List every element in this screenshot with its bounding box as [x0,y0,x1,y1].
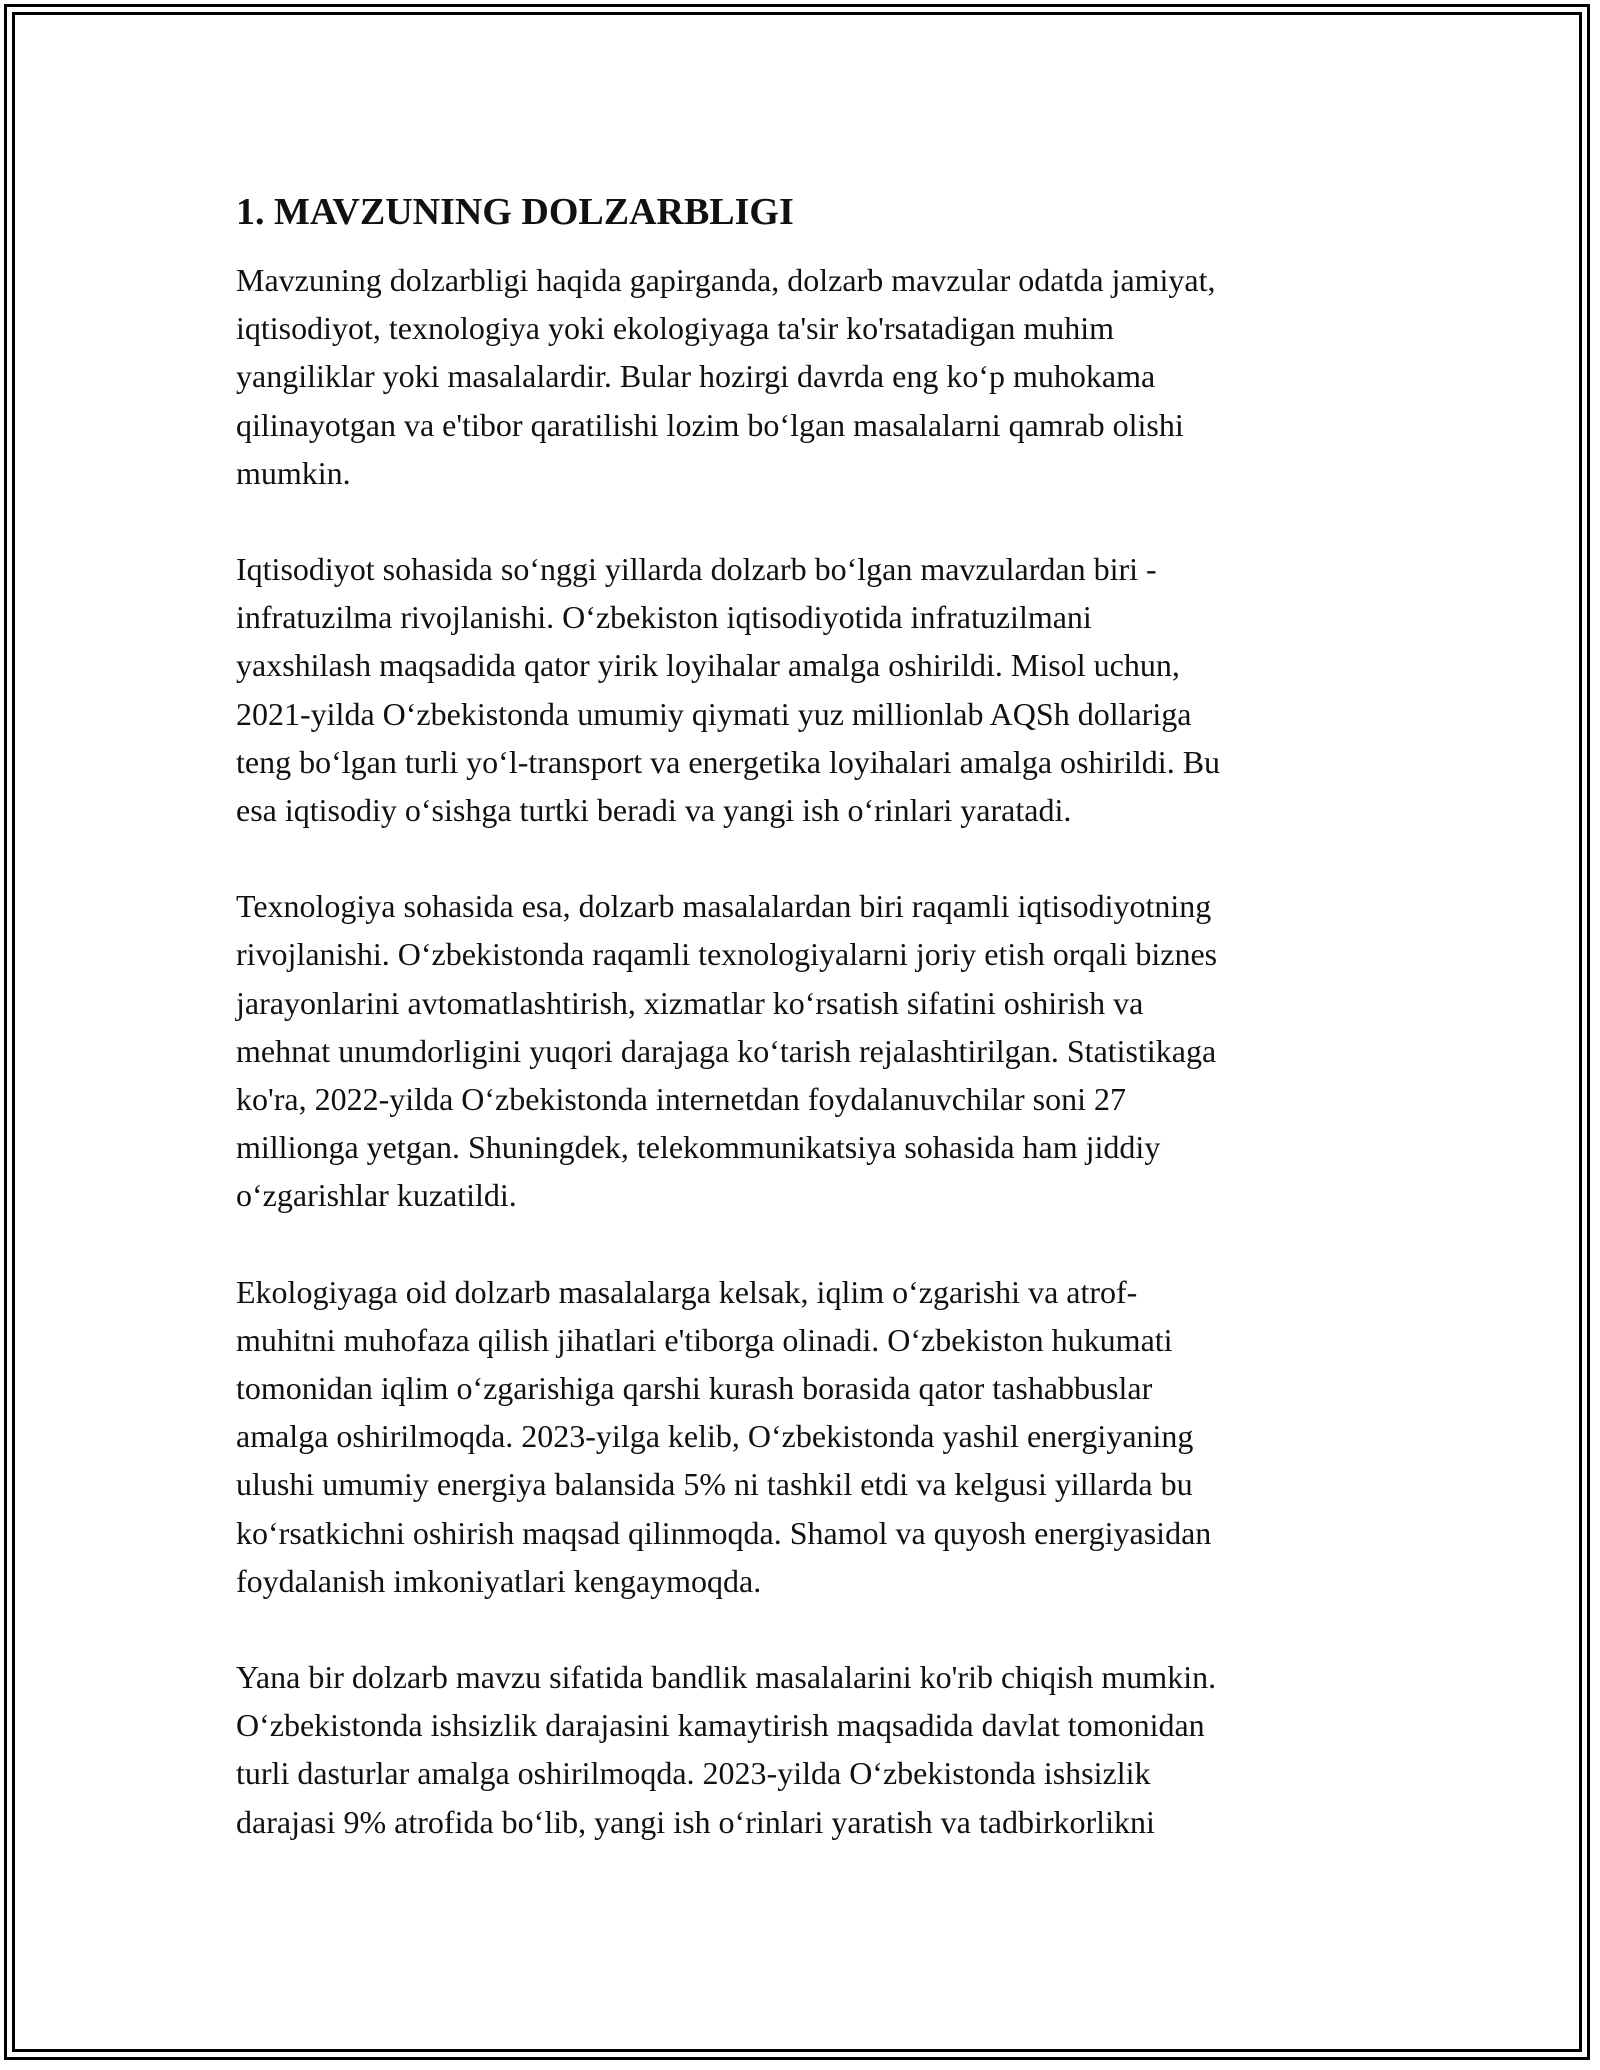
paragraph-line: teng boʻlgan turli yoʻl-transport va energetika loyihalari amalga oshirildi. Bu [236,743,1221,780]
paragraph-line: Yana bir dolzarb mavzu sifatida bandlik masalalarini ko'rib chiqish mumkin. [236,1659,1217,1696]
paragraph-line: yaxshilash maqsadida qator yirik loyihalar amalga oshirildi. Misol uchun, [236,647,1180,684]
paragraph-line: 2021-yilda Oʻzbekistonda umumiy qiymati yuz millionlab AQSh dollariga [236,695,1192,732]
paragraph-line: mehnat unumdorligini yuqori darajaga koʻtarish rejalashtirilgan. Statistikaga [236,1032,1217,1069]
paragraph-line: mumkin. [236,454,351,491]
paragraph-line: darajasi 9% atrofida boʻlib, yangi ish oʻrinlari yaratish va tadbirkorlikni [236,1803,1155,1840]
paragraph-line: turli dasturlar amalga oshirilmoqda. 2023-yilda Oʻzbekistonda ishsizlik [236,1755,1151,1792]
paragraph-line: ko'ra, 2022-yilda Oʻzbekistonda internetdan foydalanuvchilar soni 27 [236,1081,1126,1118]
paragraph-line: yangiliklar yoki masalalardir. Bular hozirgi davrda eng koʻp muhokama [236,358,1156,395]
paragraph [236,882,1376,1219]
paragraph [236,256,1376,497]
paragraph-line: Ekologiyaga oid dolzarb masalalarga kelsak, iqlim oʻzgarishi va atrof- [236,1273,1138,1310]
paragraph-line: foydalanish imkoniyatlari kengaymoqda. [236,1562,762,1599]
paragraph-line: muhitni muhofaza qilish jihatlari e'tiborga olinadi. Oʻzbekiston hukumati [236,1321,1173,1358]
paragraph-line: rivojlanishi. Oʻzbekistonda raqamli texnologiyalarni joriy etish orqali biznes [236,936,1218,973]
paragraph-line: infratuzilma rivojlanishi. Oʻzbekiston iqtisodiyotida infratuzilmani [236,599,1092,636]
paragraph-line: Mavzuning dolzarbligi haqida gapirganda, dolzarb mavzular odatda jamiyat, [236,262,1216,298]
document-body [236,186,1376,1894]
paragraph-line: esa iqtisodiy oʻsishga turtki beradi va yangi ish oʻrinlari yaratadi. [236,792,1072,829]
paragraph-line: millionga yetgan. Shuningdek, telekommunikatsiya sohasida ham jiddiy [236,1129,1161,1166]
paragraph-line: jarayonlarini avtomatlashtirish, xizmatlar koʻrsatish sifatini oshirish va [236,984,1144,1021]
paragraph-line: amalga oshirilmoqda. 2023-yilga kelib, Oʻzbekistonda yashil energiyaning [236,1418,1194,1455]
paragraph [236,1268,1376,1605]
paragraph-line: qilinayotgan va e'tibor qaratilishi lozim boʻlgan masalalarni qamrab olishi [236,406,1184,443]
paragraph-line: iqtisodiyot, texnologiya yoki ekologiyaga ta'sir ko'rsatadigan muhim [236,310,1115,347]
paragraph [236,1653,1376,1846]
paragraph-line: Texnologiya sohasida esa, dolzarb masalalardan biri raqamli iqtisodiyotning [236,888,1212,925]
paragraph-line: koʻrsatkichni oshirish maqsad qilinmoqda. Shamol va quyosh energiyasidan [236,1514,1212,1551]
paragraph-line: ulushi umumiy energiya balansida 5% ni tashkil etdi va kelgusi yillarda bu [236,1466,1193,1503]
paragraph-line: Iqtisodiyot sohasida soʻnggi yillarda dolzarb boʻlgan mavzulardan biri - [236,551,1157,588]
paragraph [236,545,1376,834]
paragraphs-container [236,256,1376,1846]
section-heading: 1. MAVZUNING DOLZARBLIGI [236,191,794,233]
paragraph-line: Oʻzbekistonda ishsizlik darajasini kamaytirish maqsadida davlat tomonidan [236,1707,1205,1744]
paragraph-line: oʻzgarishlar kuzatildi. [236,1177,517,1214]
paragraph-line: tomonidan iqlim oʻzgarishiga qarshi kurash borasida qator tashabbuslar [236,1370,1153,1407]
